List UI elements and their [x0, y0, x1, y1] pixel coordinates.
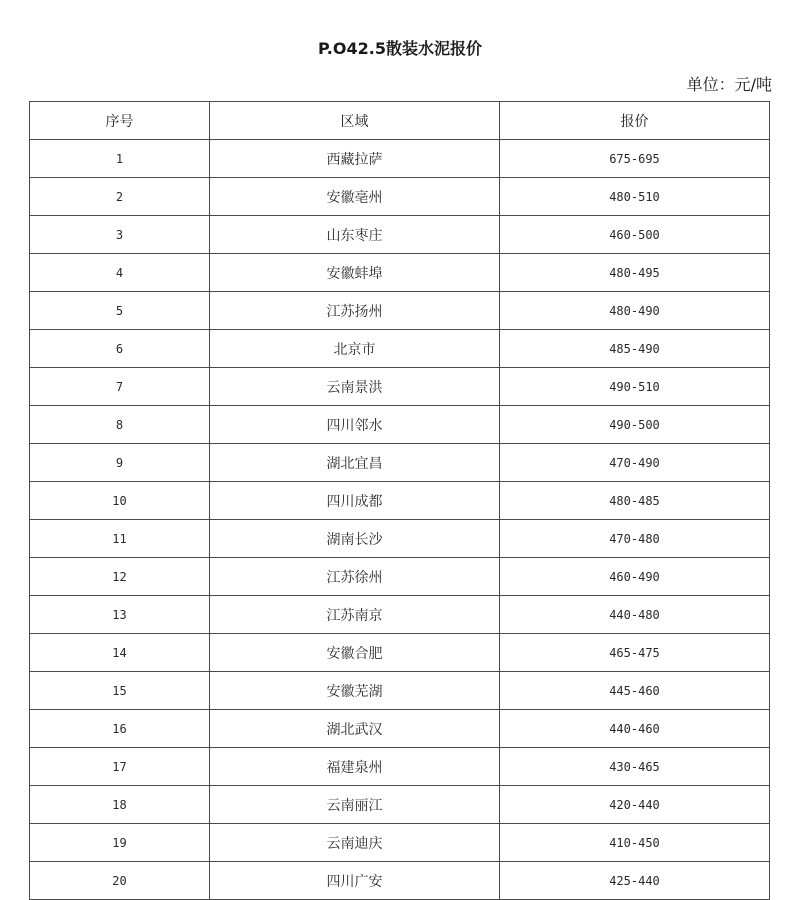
row-region: 江苏扬州: [210, 292, 500, 330]
row-index: 4: [30, 254, 210, 292]
row-index: 6: [30, 330, 210, 368]
table-row: [30, 520, 770, 558]
row-index: 11: [30, 520, 210, 558]
row-region: 湖南长沙: [210, 520, 500, 558]
row-index: 18: [30, 786, 210, 824]
row-region: 西藏拉萨: [210, 140, 500, 178]
row-region: 江苏徐州: [210, 558, 500, 596]
row-region: 云南景洪: [210, 368, 500, 406]
table-row: [30, 444, 770, 482]
table-row: [30, 824, 770, 862]
table-row: [30, 330, 770, 368]
row-index: 15: [30, 672, 210, 710]
header-price: 报价: [500, 102, 770, 140]
row-region: 云南迪庆: [210, 824, 500, 862]
row-price: 675-695: [500, 140, 770, 178]
row-region: 四川广安: [210, 862, 500, 900]
row-index: 10: [30, 482, 210, 520]
table-row: [30, 862, 770, 900]
row-price: 480-510: [500, 178, 770, 216]
table-body: [30, 140, 770, 900]
row-region: 安徽蚌埠: [210, 254, 500, 292]
row-price: 460-500: [500, 216, 770, 254]
table-row: [30, 672, 770, 710]
row-price: 470-480: [500, 520, 770, 558]
row-price: 480-495: [500, 254, 770, 292]
table-row: [30, 482, 770, 520]
price-table: [29, 101, 770, 900]
row-price: 410-450: [500, 824, 770, 862]
row-price: 425-440: [500, 862, 770, 900]
row-region: 北京市: [210, 330, 500, 368]
row-price: 445-460: [500, 672, 770, 710]
row-index: 17: [30, 748, 210, 786]
row-index: 8: [30, 406, 210, 444]
row-index: 2: [30, 178, 210, 216]
header-region: 区域: [210, 102, 500, 140]
row-price: 465-475: [500, 634, 770, 672]
row-region: 山东枣庄: [210, 216, 500, 254]
table-row: [30, 786, 770, 824]
row-price: 480-490: [500, 292, 770, 330]
table-row: [30, 368, 770, 406]
table-row: [30, 596, 770, 634]
table-row: [30, 140, 770, 178]
row-region: 湖北宜昌: [210, 444, 500, 482]
row-region: 安徽亳州: [210, 178, 500, 216]
row-region: 四川邻水: [210, 406, 500, 444]
row-price: 430-465: [500, 748, 770, 786]
row-price: 490-510: [500, 368, 770, 406]
document-title: P.O42.5散装水泥报价: [318, 39, 482, 58]
table-header-row: [30, 102, 770, 140]
table-row: [30, 292, 770, 330]
row-price: 490-500: [500, 406, 770, 444]
row-region: 江苏南京: [210, 596, 500, 634]
row-region: 福建泉州: [210, 748, 500, 786]
table-row: [30, 634, 770, 672]
row-index: 14: [30, 634, 210, 672]
row-index: 16: [30, 710, 210, 748]
row-index: 20: [30, 862, 210, 900]
row-price: 460-490: [500, 558, 770, 596]
unit-note: 单位：元/吨: [686, 75, 772, 94]
row-region: 安徽芜湖: [210, 672, 500, 710]
row-index: 13: [30, 596, 210, 634]
row-price: 420-440: [500, 786, 770, 824]
table-row: [30, 406, 770, 444]
row-index: 1: [30, 140, 210, 178]
table-row: [30, 558, 770, 596]
row-region: 四川成都: [210, 482, 500, 520]
row-index: 12: [30, 558, 210, 596]
row-price: 440-480: [500, 596, 770, 634]
table-row: [30, 748, 770, 786]
table-row: [30, 216, 770, 254]
row-index: 7: [30, 368, 210, 406]
table-row: [30, 178, 770, 216]
row-index: 9: [30, 444, 210, 482]
row-price: 440-460: [500, 710, 770, 748]
table-row: [30, 254, 770, 292]
row-index: 5: [30, 292, 210, 330]
row-region: 安徽合肥: [210, 634, 500, 672]
row-price: 470-490: [500, 444, 770, 482]
header-index: 序号: [30, 102, 210, 140]
row-region: 湖北武汉: [210, 710, 500, 748]
table-row: [30, 710, 770, 748]
row-price: 480-485: [500, 482, 770, 520]
row-index: 19: [30, 824, 210, 862]
row-price: 485-490: [500, 330, 770, 368]
row-index: 3: [30, 216, 210, 254]
row-region: 云南丽江: [210, 786, 500, 824]
